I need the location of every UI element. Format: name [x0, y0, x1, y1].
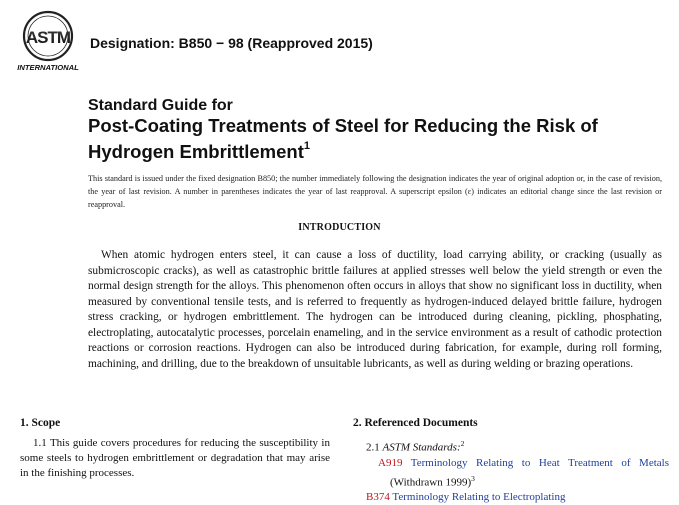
reference-code: B374 [366, 491, 390, 504]
title-main: Post-Coating Treatments of Steel for Reducing the Risk of Hydrogen Embrittlement$^1$ [88, 115, 598, 163]
scope-heading: 1. Scope [20, 417, 61, 429]
introduction-text: When atomic hydrogen enters steel, it can cause a loss of ductility, load carrying ability, or cracking (usually as submicroscopic cracks), as well as catastrophic brittle failures at applied stresses well below the yield strength or even the normal design strength for the alloys. This phenomenon often occurs in alloys that show no significant loss in ductility, when measured by conventional tensile tests, and is referred to frequently as hydrogen-induced delayed brittle failure, hydrogen stress cracking, or hydrogen embrittlement. The hydrogen can be introduced during cleaning, pickling, phosphating, electroplating, autocatalytic processes, porcelain enameling, and in the service environment as a result of cathodic protection reactions or corrosion reactions. Hydrogen can also be introduced during fabrication, for example, during roll forming, machining, and drilling, due to the breakdown of unsuitable lubricants, as well as during welding or brazing operations. [88, 249, 662, 370]
title-footnote-mark: 1 [303, 140, 310, 152]
logo-monogram: ASTM [25, 28, 71, 47]
logo-international: INTERNATIONAL [17, 63, 79, 72]
reference-title: Terminology Relating to Electroplating [392, 491, 566, 504]
astm-logo [12, 10, 84, 74]
title-prefix: Standard Guide for [88, 97, 233, 114]
issuance-notice: This standard is issued under the fixed designation B850; the number immediately following the designation indicates the year of original adoption or, in the case of revision, the year of last revision. A number in parentheses indicates the year of last reapproval. A superscript epsilon (ε) indicates an editorial change since the last revision or reapproval. [88, 174, 662, 209]
scope-paragraph: 1.1 This guide covers procedures for reducing the susceptibility in some steels to hydrogen embrittlement or degradation that may arise in the finishing processes. [20, 437, 330, 479]
referenced-documents-section [353, 416, 669, 504]
referenced-documents-heading: 2. Referenced Documents [353, 417, 478, 429]
reference-note: (Withdrawn 1999) [390, 476, 472, 489]
introduction-heading: INTRODUCTION [298, 222, 381, 233]
reference-item[interactable]: A919 Terminology Relating to Heat Treatment of Metals (Withdrawn 1999)$^3$ [378, 456, 669, 489]
document-title [88, 96, 648, 163]
designation: Designation: B850 − 98 (Reapproved 2015) [90, 35, 373, 51]
astm-standards-subheading: 2.1 ASTM Standards:$^2$ [366, 439, 465, 454]
reference-code: A919 [378, 456, 403, 469]
reference-item[interactable] [366, 490, 669, 504]
scope-section [20, 416, 330, 481]
reference-title: Terminology Relating to Heat Treatment of Metals [410, 456, 669, 469]
